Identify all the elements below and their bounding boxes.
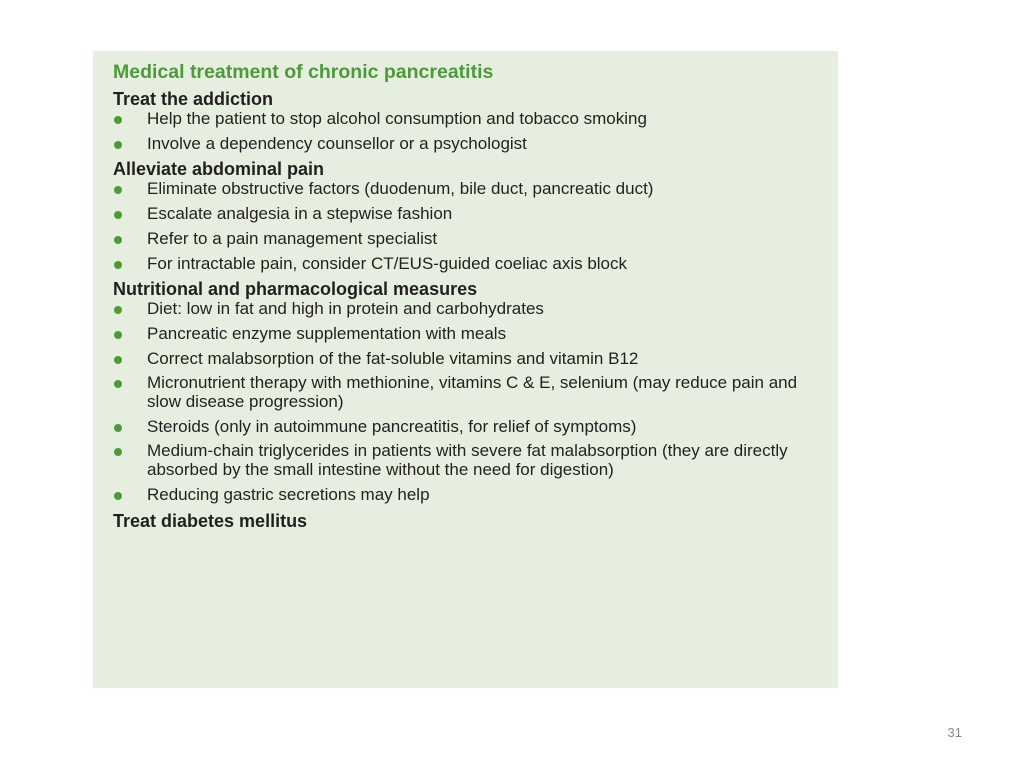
section-heading: Nutritional and pharmacological measures: [113, 279, 478, 300]
bullet-icon: [114, 448, 122, 456]
list-item: Involve a dependency counsellor or a psychologist: [113, 135, 824, 154]
section-diabetes: [113, 511, 824, 532]
list-item: Pancreatic enzyme supplementation with meals: [113, 325, 824, 344]
list-item: Refer to a pain management specialist: [113, 230, 824, 249]
bullet-icon: [114, 424, 122, 432]
bullet-list: [113, 300, 824, 504]
list-item: Help the patient to stop alcohol consumption and tobacco smoking: [113, 110, 824, 129]
list-item: Escalate analgesia in a stepwise fashion: [113, 205, 824, 224]
section-nutrition: [113, 279, 824, 504]
list-item: Steroids (only in autoimmune pancreatitis, for relief of symptoms): [113, 418, 824, 437]
bullet-icon: [114, 236, 122, 244]
bullet-icon: [114, 186, 122, 194]
list-item: For intractable pain, consider CT/EUS-guided coeliac axis block: [113, 255, 824, 274]
list-item: Eliminate obstructive factors (duodenum, bile duct, pancreatic duct): [113, 180, 824, 199]
bullet-icon: [114, 116, 122, 124]
list-item: Diet: low in fat and high in protein and carbohydrates: [113, 300, 824, 319]
section-addiction: [113, 89, 824, 153]
bullet-icon: [114, 331, 122, 339]
list-item: Reducing gastric secretions may help: [113, 486, 824, 505]
box-title: Medical treatment of chronic pancreatitis: [113, 61, 494, 83]
page-number: 31: [947, 725, 962, 740]
bullet-icon: [114, 261, 122, 269]
section-heading: Treat diabetes mellitus: [113, 510, 308, 531]
bullet-icon: [114, 492, 122, 500]
bullet-list: [113, 180, 824, 273]
list-item: Micronutrient therapy with methionine, vitamins C & E, selenium (may reduce pain and slow disease progression): [113, 374, 824, 411]
bullet-icon: [114, 306, 122, 314]
section-pain: [113, 159, 824, 273]
bullet-icon: [114, 356, 122, 364]
list-item: Correct malabsorption of the fat-soluble vitamins and vitamin B12: [113, 350, 824, 369]
list-item: Medium-chain triglycerides in patients with severe fat malabsorption (they are directly absorbed by the small intestine without the need for digestion): [113, 442, 824, 479]
section-heading: Treat the addiction: [113, 89, 274, 109]
bullet-list: [113, 110, 824, 153]
bullet-icon: [114, 380, 122, 388]
treatment-box: [93, 51, 838, 688]
section-heading: Alleviate abdominal pain: [113, 159, 325, 180]
bullet-icon: [114, 211, 122, 219]
bullet-icon: [114, 141, 122, 149]
